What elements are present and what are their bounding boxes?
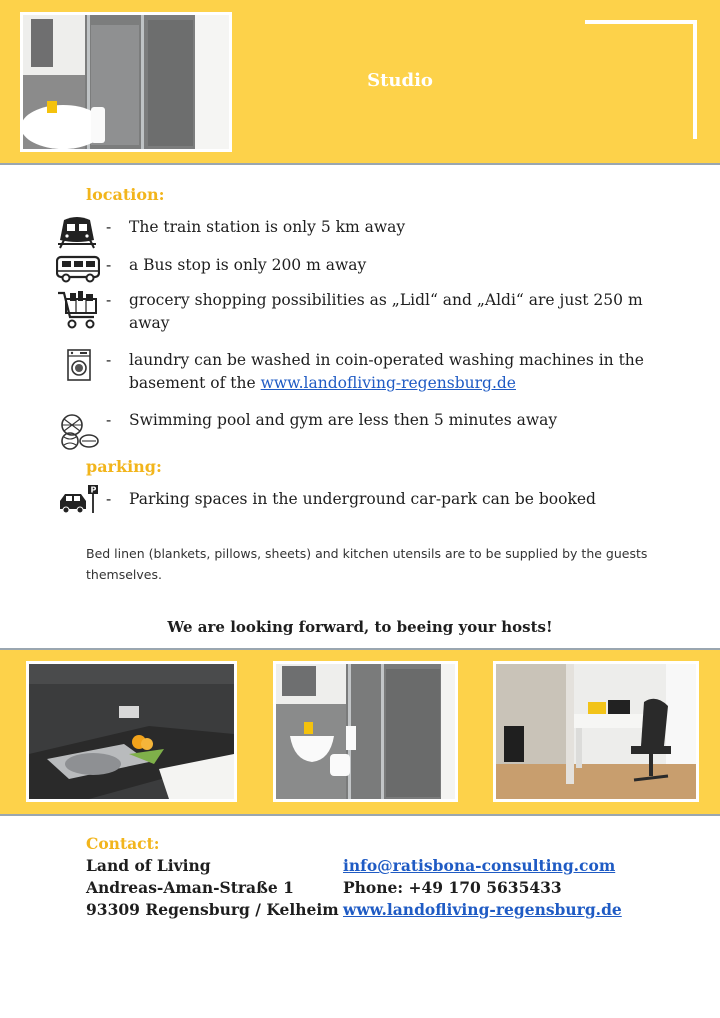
location-heading: location: [86,185,165,204]
website-link[interactable]: www.landofliving-regensburg.de [260,374,516,392]
parking-heading: parking: [86,457,162,476]
location-item-text: laundry can be washed in coin-operated washing machines in the basement of the www.landofliving-regensburg.de [129,351,644,392]
decorative-frame-corner [585,20,697,139]
list-dash: - [106,411,112,429]
location-item-text: Swimming pool and gym are less then 5 minutes away [129,411,558,429]
parking-car-icon [56,485,100,525]
list-dash: - [106,218,112,236]
office-photo [493,661,699,802]
photo-band [0,648,720,816]
washing-machine-icon [56,349,100,389]
bathroom-photo [20,12,232,152]
contact-heading: Contact: [86,834,160,853]
parking-item-text: Parking spaces in the underground car-park can be booked [129,490,596,508]
location-item-text: grocery shopping possibilities as „Lidl“ and „Aldi“ are just 250 m away [129,291,643,332]
bus-icon [56,254,100,294]
location-item-text: a Bus stop is only 200 m away [129,256,367,274]
list-dash: - [106,351,112,369]
svg-text:P: P [90,485,97,495]
contact-city: 93309 Regensburg / Kelheim [86,900,339,919]
sports-ball-icon [56,411,100,451]
location-item-text: The train station is only 5 km away [129,218,406,236]
email-link[interactable]: info@ratisbona-consulting.com [343,856,616,875]
header-band [0,0,720,165]
contact-street: Andreas-Aman-Straße 1 [86,878,294,897]
bathroom-photo-2 [273,661,458,802]
list-dash: - [106,490,112,508]
contact-phone: Phone: +49 170 5635433 [343,878,562,897]
closing-message: We are looking forward, to beeing your hosts! [167,618,553,636]
bed-linen-note: Bed linen (blankets, pillows, sheets) and kitchen utensils are to be supplied by the guests themselves. [86,546,648,582]
website-link-contact[interactable]: www.landofliving-regensburg.de [343,900,622,919]
kitchen-photo [26,661,237,802]
list-dash: - [106,291,112,309]
list-dash: - [106,256,112,274]
contact-name: Land of Living [86,856,211,875]
train-icon [56,216,100,256]
shopping-cart-icon [56,289,100,329]
page-title: Studio [367,70,433,91]
